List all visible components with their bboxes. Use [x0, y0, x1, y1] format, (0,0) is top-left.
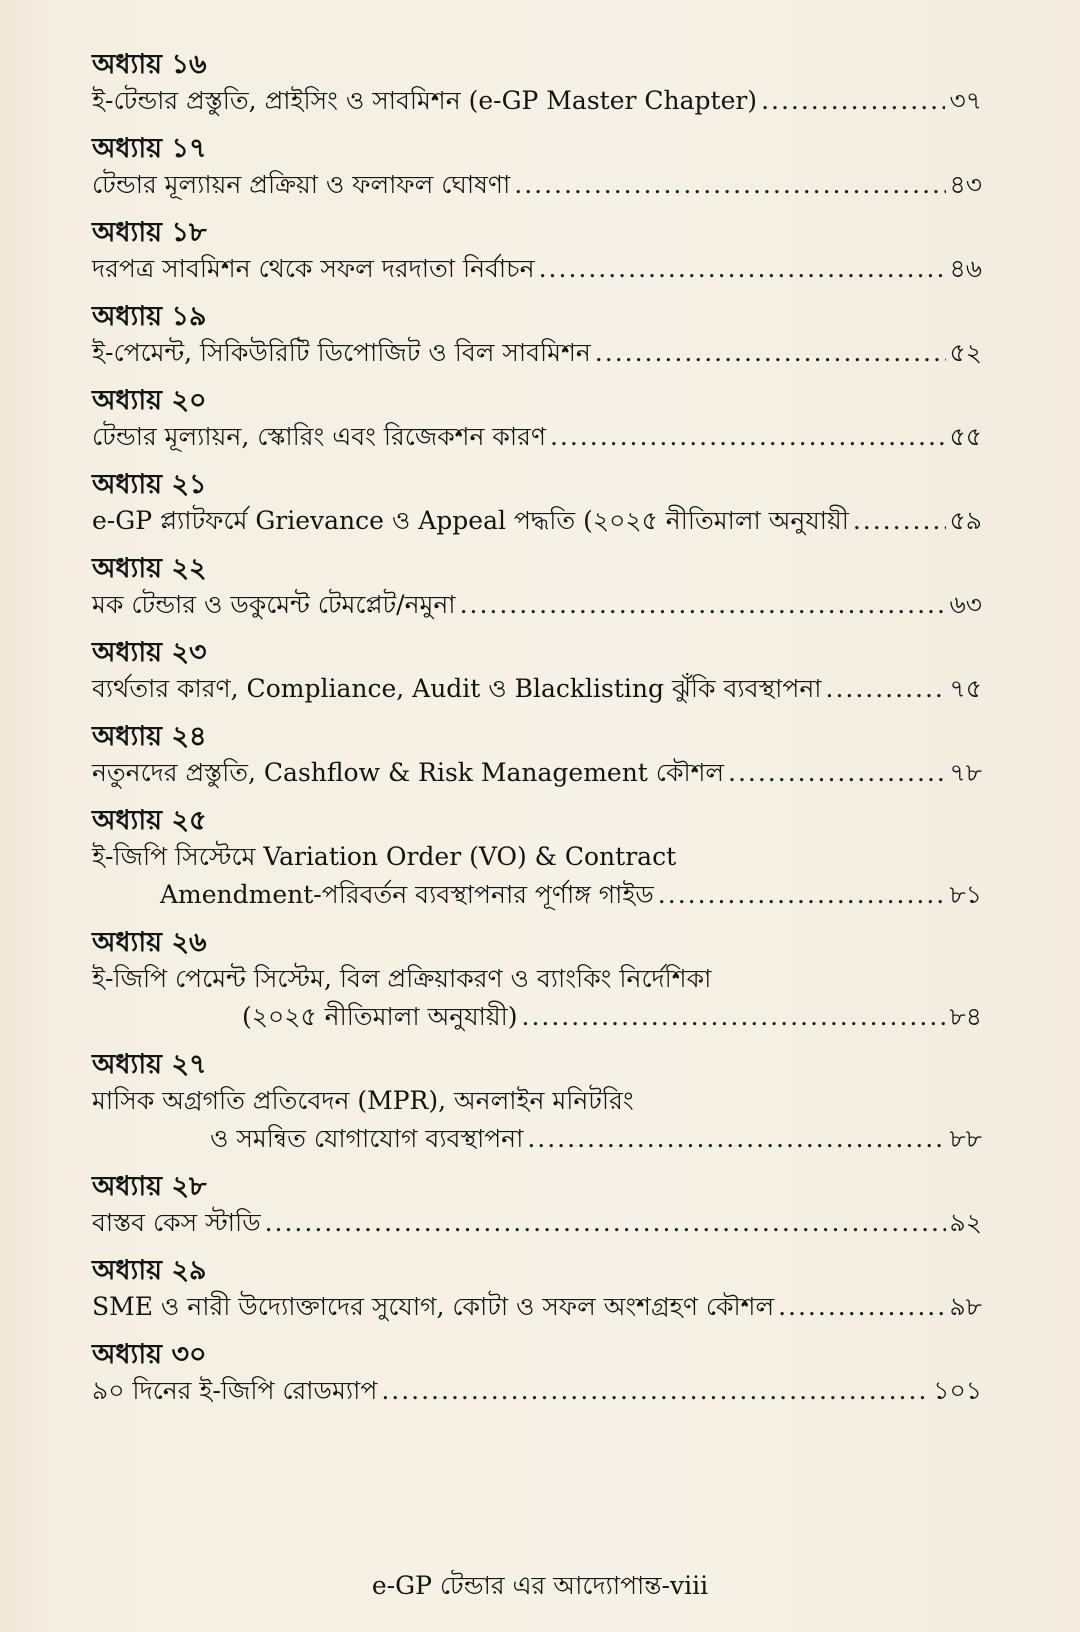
chapter-heading: অধ্যায় ২৭	[92, 1049, 207, 1080]
toc-entry[interactable]	[92, 998, 982, 1036]
chapter-heading: অধ্যায় ২২	[92, 553, 207, 584]
table-of-contents	[92, 40, 982, 1410]
chapter-heading: অধ্যায় ২০	[92, 385, 207, 416]
page-number: ৯৮	[949, 1292, 982, 1321]
toc-entry[interactable]	[92, 1204, 982, 1242]
entry-title-line[interactable]: ই-জিপি পেমেন্ট সিস্টেম, বিল প্রক্রিয়াকরণ ও ব্যাংকিং নির্দেশিকা	[92, 964, 712, 993]
dot-leader	[658, 876, 946, 914]
dot-leader	[522, 998, 946, 1036]
toc-entry[interactable]	[92, 334, 982, 372]
chapter-heading: অধ্যায় ২৩	[92, 637, 207, 668]
dot-leader	[381, 1372, 929, 1410]
page-number: ৪৬	[949, 254, 982, 283]
entry-title: ই-পেমেন্ট, সিকিউরিটি ডিপোজিট ও বিল সাবমিশন	[92, 338, 591, 367]
dot-leader	[514, 166, 945, 204]
chapter-heading: অধ্যায় ২১	[92, 469, 207, 500]
page-number: ৫৫	[949, 422, 982, 451]
page-number: ৮৮	[949, 1124, 982, 1153]
toc-entry[interactable]	[92, 502, 982, 540]
toc-entry[interactable]	[92, 670, 982, 708]
dot-leader	[539, 250, 946, 288]
entry-title-line[interactable]: মাসিক অগ্রগতি প্রতিবেদন (MPR), অনলাইন মনিটরিং	[92, 1086, 634, 1115]
dot-leader	[265, 1204, 946, 1242]
chapter-heading: অধ্যায় ১৬	[92, 49, 207, 80]
dot-leader	[853, 502, 946, 540]
entry-title: মক টেন্ডার ও ডকুমেন্ট টেমপ্লেট/নমুনা	[92, 590, 456, 619]
page-number: ৩৭	[949, 86, 982, 115]
dot-leader	[826, 670, 946, 708]
toc-entry[interactable]	[92, 82, 982, 120]
dot-leader	[550, 418, 946, 456]
chapter-heading: অধ্যায় ২৮	[92, 1171, 207, 1202]
chapter-heading: অধ্যায় ৩০	[92, 1339, 207, 1370]
page-number: ৫২	[949, 338, 982, 367]
page-number: ৫৯	[949, 506, 982, 535]
page-number: ৬৩	[949, 590, 982, 619]
chapter-heading: অধ্যায় ২৬	[92, 927, 207, 958]
dot-leader	[761, 82, 945, 120]
page-number: ৮৪	[949, 1002, 982, 1031]
entry-title: ব্যর্থতার কারণ, Compliance, Audit ও Blacklisting ঝুঁকি ব্যবস্থাপনা	[92, 674, 822, 703]
toc-entry[interactable]	[92, 1120, 982, 1158]
chapter-heading: অধ্যায় ২৪	[92, 721, 207, 752]
dot-leader	[460, 586, 946, 624]
page-number: ৭৫	[949, 674, 982, 703]
entry-title: ও সমন্বিত যোগাযোগ ব্যবস্থাপনা	[210, 1124, 524, 1153]
entry-title: টেন্ডার মূল্যায়ন প্রক্রিয়া ও ফলাফল ঘোষণা	[92, 170, 511, 199]
entry-title: নতুনদের প্রস্তুতি, Cashflow & Risk Management কৌশল	[92, 758, 725, 787]
entry-title: (২০২৫ নীতিমালা অনুযায়ী)	[242, 1002, 518, 1031]
entry-title-line[interactable]: ই-জিপি সিস্টেমে Variation Order (VO) & Contract	[92, 842, 677, 871]
page-number: ১০১	[933, 1376, 982, 1405]
entry-title: ই-টেন্ডার প্রস্তুতি, প্রাইসিং ও সাবমিশন (e-GP Master Chapter)	[92, 86, 758, 115]
entry-title: Amendment-পরিবর্তন ব্যবস্থাপনার পূর্ণাঙ্গ গাইড	[160, 880, 654, 909]
entry-title: SME ও নারী উদ্যোক্তাদের সুযোগ, কোটা ও সফল অংশগ্রহণ কৌশল	[92, 1292, 775, 1321]
chapter-heading: অধ্যায় ২৫	[92, 805, 207, 836]
page-number: ৯২	[949, 1208, 982, 1237]
toc-entry[interactable]	[92, 586, 982, 624]
page-number: ৪৩	[949, 170, 982, 199]
entry-title: e-GP প্ল্যাটফর্মে Grievance ও Appeal পদ্ধতি (২০২৫ নীতিমালা অনুযায়ী	[92, 506, 849, 535]
entry-title: ৯০ দিনের ই-জিপি রোডম্যাপ	[92, 1376, 378, 1405]
toc-entry[interactable]	[92, 166, 982, 204]
toc-entry[interactable]	[92, 250, 982, 288]
chapter-heading: অধ্যায় ১৯	[92, 301, 207, 332]
entry-title: দরপত্র সাবমিশন থেকে সফল দরদাতা নির্বাচন	[92, 254, 535, 283]
toc-entry[interactable]	[92, 876, 982, 914]
toc-entry[interactable]	[92, 754, 982, 792]
entry-title: টেন্ডার মূল্যায়ন, স্কোরিং এবং রিজেকশন কারণ	[92, 422, 546, 451]
toc-entry[interactable]	[92, 1288, 982, 1326]
chapter-heading: অধ্যায় ১৭	[92, 133, 207, 164]
dot-leader	[527, 1120, 945, 1158]
page-footer: e-GP টেন্ডার এর আদ্যোপান্ত-viii	[371, 1571, 709, 1600]
toc-entry[interactable]	[92, 1372, 982, 1410]
chapter-heading: অধ্যায় ১৮	[92, 217, 207, 248]
page-number: ৭৮	[949, 758, 982, 787]
toc-entry[interactable]	[92, 418, 982, 456]
page-number: ৮১	[949, 880, 982, 909]
dot-leader	[778, 1288, 945, 1326]
dot-leader	[728, 754, 946, 792]
dot-leader	[595, 334, 946, 372]
entry-title: বাস্তব কেস স্টাডি	[92, 1208, 261, 1237]
chapter-heading: অধ্যায় ২৯	[92, 1255, 207, 1286]
